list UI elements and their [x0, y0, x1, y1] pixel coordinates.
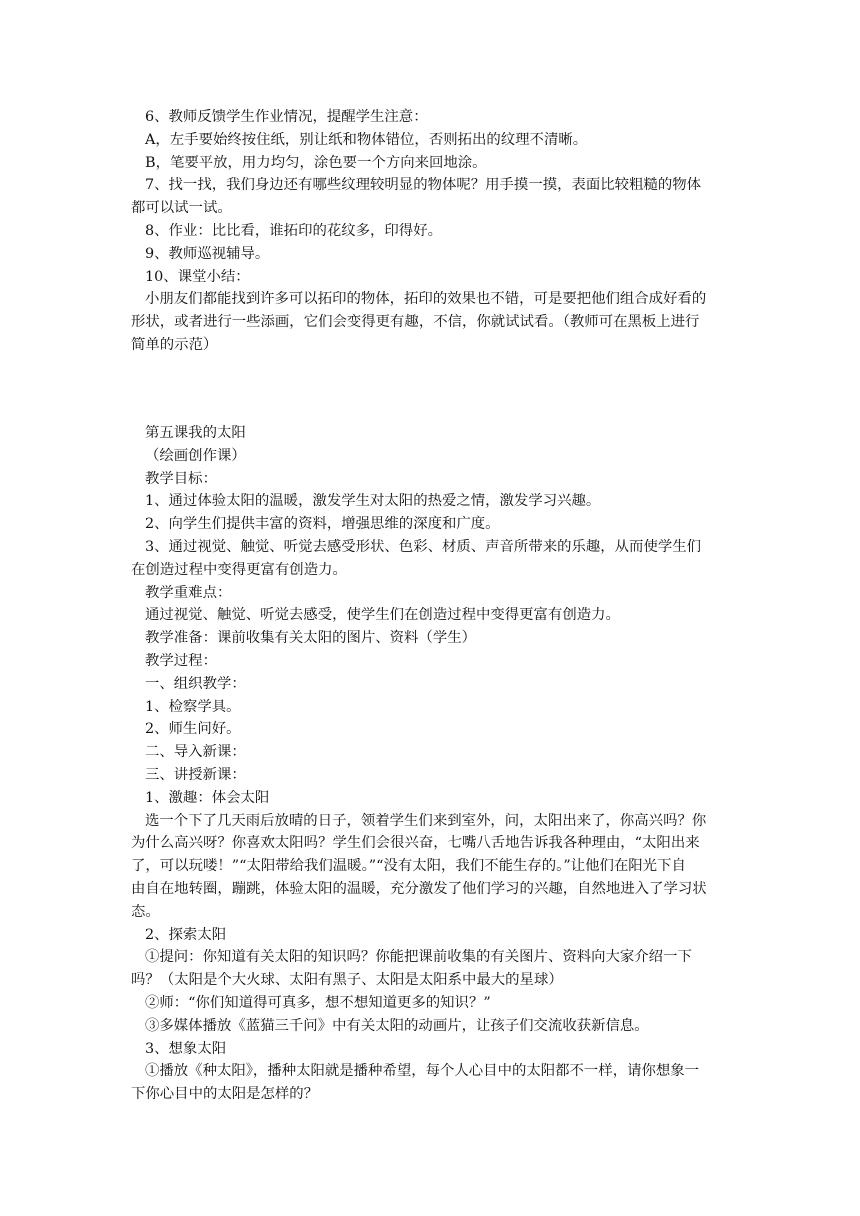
text-line: 简单的示范） — [131, 336, 218, 353]
text-line: 1、检察学具。 — [145, 698, 241, 715]
text-line: 了，可以玩喽！”“太阳带给我们温暖。”“没有太阳，我们不能生存的。”让他们在阳光下自 — [131, 858, 686, 875]
text-line: 7、找一找，我们身边还有哪些纹理较明显的物体呢？用手摸一摸，表面比较粗糙的物体 — [145, 177, 702, 194]
text-line: 三、讲授新课： — [145, 766, 246, 783]
text-line: 3、想象太阳 — [145, 1040, 227, 1057]
text-line: 教学过程： — [145, 652, 217, 669]
text-line: ①播放《种太阳》，播种太阳就是播种希望，每个人心目中的太阳都不一样，请你想象一 — [145, 1063, 700, 1080]
text-line: 态。 — [131, 903, 160, 920]
text-line: 由自在地转圈，蹦跳，体验太阳的温暖，充分激发了他们学习的兴趣，自然地进入了学习状 — [131, 880, 707, 897]
text-line: ①提问：你知道有关太阳的知识吗？你能把课前收集的有关图片、资料向大家介绍一下 — [145, 949, 692, 966]
lesson-subtitle: （绘画创作课） — [145, 447, 246, 464]
text-line: 选一个下了几天雨后放晴的日子，领着学生们来到室外，问，太阳出来了，你高兴吗？你 — [145, 812, 707, 829]
text-line: A，左手要始终按住纸，别让纸和物体错位，否则拓出的纹理不清晰。 — [145, 131, 588, 148]
text-line: 3、通过视觉、触觉、听觉去感受形状、色彩、材质、声音所带来的乐趣，从而使学生们 — [145, 538, 702, 555]
text-line: 教学准备：课前收集有关太阳的图片、资料（学生） — [145, 630, 476, 647]
text-line: 教学重难点： — [145, 584, 232, 601]
text-line: B，笔要平放，用力均匀，涂色要一个方向来回地涂。 — [145, 154, 487, 171]
text-line: 都可以试一试。 — [131, 200, 232, 217]
text-line: 2、向学生们提供丰富的资料，增强思维的深度和广度。 — [145, 516, 500, 533]
text-line: 6、教师反馈学生作业情况，提醒学生注意： — [145, 109, 428, 125]
text-line: 小朋友们都能找到许多可以拓印的物体，拓印的效果也不错，可是要把他们组合成好看的 — [145, 291, 707, 308]
text-line: 1、通过体验太阳的温暖，激发学生对太阳的热爱之情，激发学习兴趣。 — [145, 493, 601, 510]
text-line: 2、师生问好。 — [145, 721, 241, 738]
text-line: 10、课堂小结： — [145, 268, 250, 285]
text-line: 1、激趣：体会太阳 — [145, 789, 270, 806]
text-line: 9、教师巡视辅导。 — [145, 245, 270, 262]
text-line: 二、导入新课： — [145, 744, 246, 761]
text-line: 8、作业：比比看，谁拓印的花纹多，印得好。 — [145, 222, 442, 239]
text-line: 为什么高兴呀？你喜欢太阳吗？学生们会很兴奋，七嘴八舌地告诉我各种理由，“太阳出来 — [131, 835, 700, 852]
text-line: 2、探索太阳 — [145, 926, 227, 943]
text-line: 下你心目中的太阳是怎样的？ — [131, 1086, 319, 1103]
lesson-summary-section — [131, 106, 735, 357]
text-line: 吗？（太阳是个大火球、太阳有黑子、太阳是太阳系中最大的星球） — [131, 972, 563, 989]
text-line: ③多媒体播放《蓝猫三千问》中有关太阳的动画片，让孩子们交流收获新信息。 — [145, 1017, 649, 1034]
text-line: 形状，或者进行一些添画，它们会变得更有趣，不信，你就试试看。（教师可在黑板上进行 — [131, 314, 700, 331]
text-line: 一、组织教学： — [145, 675, 246, 692]
text-line: 通过视觉、触觉、听觉去感受，使学生们在创造过程中变得更富有创造力。 — [145, 607, 620, 624]
text-line: ②师：“你们知道得可真多，想不想知道更多的知识？” — [145, 994, 491, 1011]
text-line: 教学目标： — [145, 470, 217, 487]
lesson-title: 第五课我的太阳 — [145, 425, 246, 441]
text-line: 在创造过程中变得更富有创造力。 — [131, 561, 347, 578]
lesson-five-section — [131, 422, 735, 1106]
